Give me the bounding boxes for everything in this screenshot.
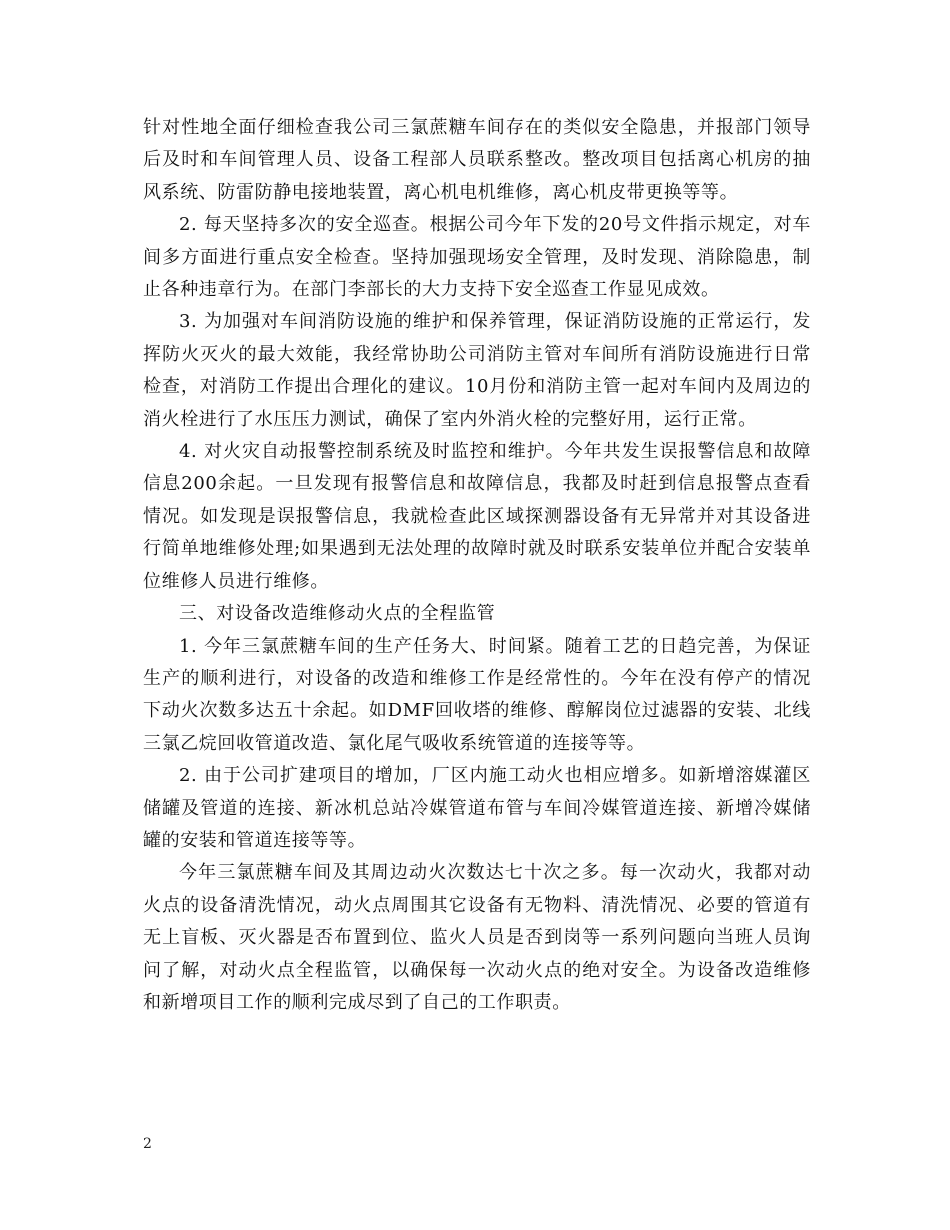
paragraph-item-3: 3. 为加强对车间消防设施的维护和保养管理，保证消防设施的正常运行，发挥防火灭火的最大效能，我经常协助公司消防主管对车间所有消防设施进行日常检查，对消防工作提出合理化的建议。10月份和消防主管一起对车间内及周边的消火栓进行了水压压力测试，确保了室内外消火栓的完整好用，运行正常。 [143,311,811,430]
section-heading-3: 三、对设备改造维修动火点的全程监管 [179,603,496,625]
paragraph-continuation: 针对性地全面仔细检查我公司三氯蔗糖车间存在的类似安全隐患，并报部门领导后及时和车间管理人员、设备工程部人员联系整改。整改项目包括离心机房的抽风系统、防雷防静电接地装置，离心机电机维修，离心机皮带更换等等。 [143,117,811,203]
paragraph-summary: 今年三氯蔗糖车间及其周边动火次数达七十次之多。每一次动火，我都对动火点的设备清洗情况，动火点周围其它设备有无物料、清洗情况、必要的管道有无上盲板、灭火器是否布置到位、监火人员是否到岗等一系列问题向当班人员询问了解，对动火点全程监管，以确保每一次动火点的绝对安全。为设备改造维修和新增项目工作的顺利完成尽到了自己的工作职责。 [143,862,811,1013]
paragraph-section3-item-1: 1. 今年三氯蔗糖车间的生产任务大、时间紧。随着工艺的日趋完善，为保证生产的顺利进行，对设备的改造和维修工作是经常性的。今年在没有停产的情况下动火次数多达五十余起。如DMF回收塔的维修、醇解岗位过滤器的安装、北线三氯乙烷回收管道改造、氯化尾气吸收系统管道的连接等等。 [143,635,811,754]
paragraph-section3-item-2: 2. 由于公司扩建项目的增加，厂区内施工动火也相应增多。如新增溶媒灌区储罐及管道的连接、新冰机总站冷媒管道布管与车间冷媒管道连接、新增冷媒储罐的安装和管道连接等等。 [143,765,811,851]
page-number: 2 [143,1136,152,1152]
paragraph-item-4: 4. 对火灾自动报警控制系统及时监控和维护。今年共发生误报警信息和故障信息200余起。一旦发现有报警信息和故障信息，我都及时赶到信息报警点查看情况。如发现是误报警信息，我就检查此区域探测器设备有无异常并对其设备进行简单地维修处理;如果遇到无法处理的故障时就及时联系安装单位并配合安装单位维修人员进行维修。 [143,441,811,592]
document-body [143,112,811,1019]
paragraph-item-2: 2. 每天坚持多次的安全巡查。根据公司今年下发的20号文件指示规定，对车间多方面进行重点安全检查。坚持加强现场安全管理，及时发现、消除隐患，制止各种违章行为。在部门李部长的大力支持下安全巡查工作显见成效。 [143,214,811,301]
